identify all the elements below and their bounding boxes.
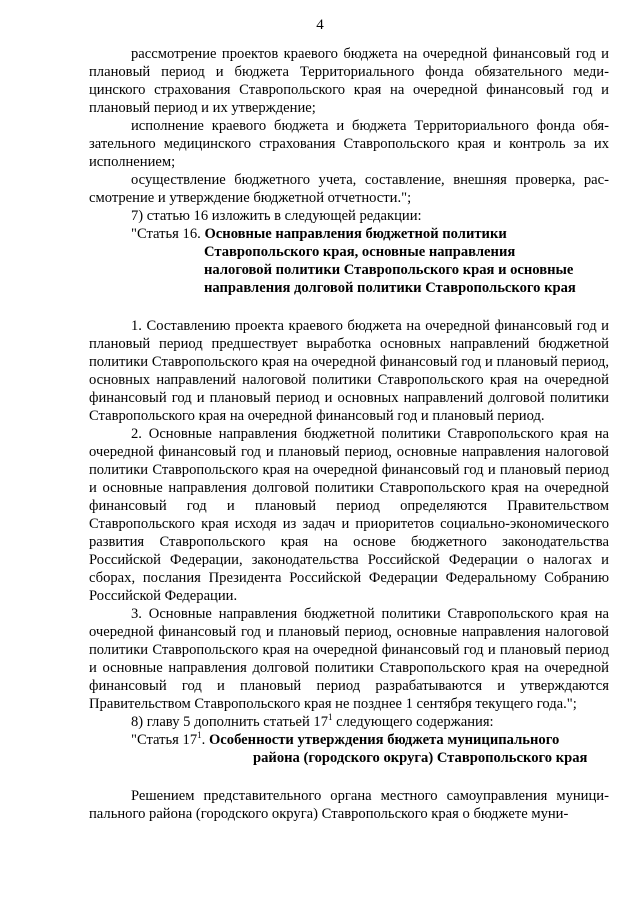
paragraph: 2. Основные направления бюджетной политики Ставропольского края на очередной финансовый год и плановый период, основные направления налоговой политики Ставропольского края на очередной финансовый год и плановый период и основные направления долговой политики Ставропольского края на очередной финансовый год и плановый период определяются Правительством Ставропольского края исходя из задач и приоритетов социально-экономического развития Ставропольского края на основе бюджетного законодательства Российской Федерации, законодательства Российской Федерации о налогах и сборах, послания Президента Российской Федерации Федеральному Собранию Российской Федерации. xyxy=(89,426,609,604)
article-17-title-line xyxy=(89,731,609,749)
article-16-label: "Статья 16. xyxy=(131,226,205,242)
paragraph: 7) статью 16 изложить в следующей редакции: xyxy=(131,208,422,224)
paragraph: 3. Основные направления бюджетной политики Ставропольского края на очередной финансовый год и плановый период, основные направления налоговой политики Ставропольского края на очередной финансовый год и плановый период и основные направления долговой политики Ставропольского края на очередной финансовый год и плановый период разрабатываются и утверждаются Правительством Ставропольского края не позднее 1 сентября текущего года."; xyxy=(89,606,609,712)
item-8-text: 8) главу 5 дополнить статьей 17 xyxy=(131,714,329,730)
paragraph: осуществление бюджетного учета, составление, внешняя проверка, рассмотрение и утверждение бюджетной отчетности."; xyxy=(89,172,609,206)
article-16-title-line: Ставропольского края, основные направления xyxy=(204,244,516,260)
spacer xyxy=(89,767,609,787)
article-17-heading xyxy=(89,731,609,767)
item-8-text-end: следующего содержания: xyxy=(332,714,494,730)
article-17-title-text: Особенности утверждения бюджета муниципального xyxy=(208,732,560,748)
article-16-heading xyxy=(89,225,609,297)
item-8-paragraph xyxy=(89,713,609,731)
article-16-title-line xyxy=(89,225,609,243)
article-16-title-line: налоговой политики Ставропольского края и основные xyxy=(204,262,574,278)
article-17-title-line: района (городского округа) Ставропольского края xyxy=(253,750,588,766)
document-body xyxy=(89,45,609,823)
paragraph: рассмотрение проектов краевого бюджета на очередной финансовый год и плановый период и бюджета Территориального фонда обязательного медицинского страхования Ставропольского края на очередной финансовый год и плановый период и их утверждение; xyxy=(89,46,609,116)
article-16-title-text: Основные направления бюджетной политики xyxy=(204,226,507,242)
page-number: 4 xyxy=(316,17,324,33)
paragraph: Решением представительного органа местного самоуправления муниципального района (городского округа) Ставропольского края о бюджете муни- xyxy=(89,788,609,822)
article-16-title-line: направления долговой политики Ставропольского края xyxy=(204,280,576,296)
paragraph: 1. Составлению проекта краевого бюджета на очередной финансовый год и плановый период предшествует выработка основных направлений бюджетной политики Ставропольского края на очередной финансовый год и плановый период, основных направлений налоговой политики Ставропольского края на очередной финансовый год и плановый период и основных направлений долговой политики Ставропольского края на очередной финансовый год и плановый период. xyxy=(89,318,609,424)
article-17-label xyxy=(131,732,209,748)
spacer xyxy=(89,297,609,317)
superscript: 1 xyxy=(328,712,333,722)
article-17-label-end: . xyxy=(201,732,209,748)
superscript: 1 xyxy=(197,730,202,740)
paragraph: исполнение краевого бюджета и бюджета Территориального фонда обязательного медицинского страхования Ставропольского края и контроль за их исполнением; xyxy=(89,118,609,170)
article-17-label-text: "Статья 17 xyxy=(131,732,198,748)
